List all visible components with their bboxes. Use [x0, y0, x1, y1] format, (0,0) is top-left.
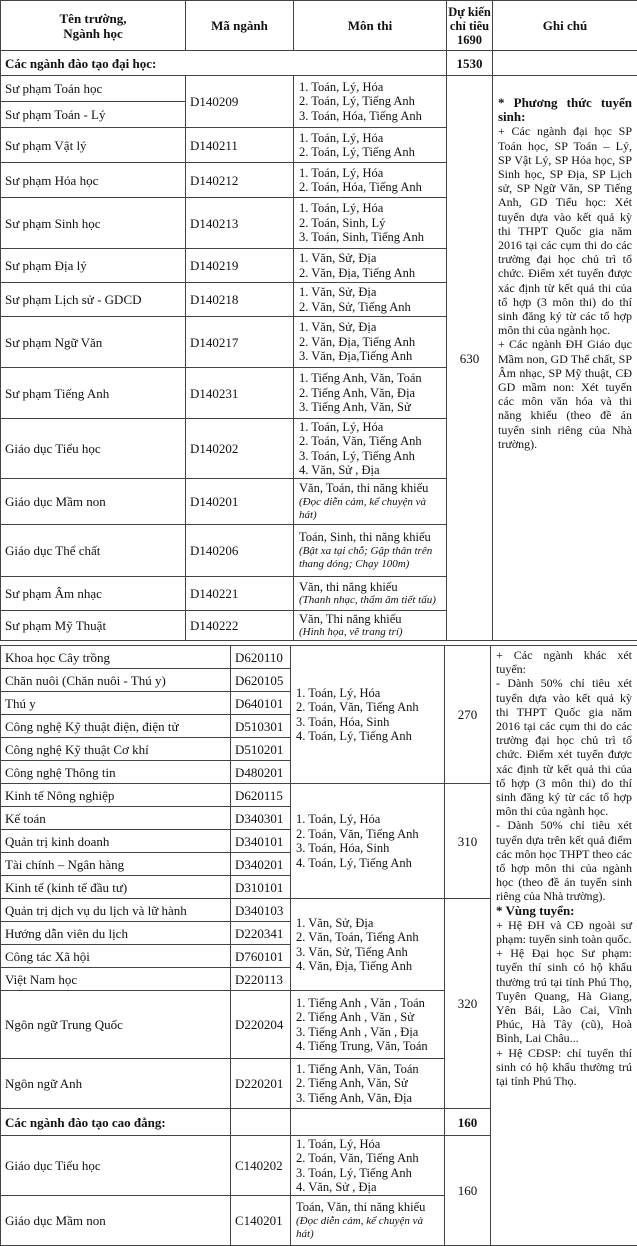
- note-cell: [493, 76, 637, 641]
- subject-combination: 4. Văn, Sử , Địa: [296, 1180, 439, 1195]
- subjects-cell: [294, 577, 447, 611]
- major-code: D340103: [231, 899, 291, 922]
- major-name: Kinh tế (kinh tế đầu tư): [1, 876, 231, 899]
- subject-combination: Toán, Văn, thi năng khiếu: [296, 1200, 439, 1215]
- target-cell: 320: [445, 899, 491, 1109]
- major-code: D510301: [231, 715, 291, 738]
- subject-combination: 3. Tiếng Anh, Văn, Địa: [296, 1091, 439, 1106]
- subject-combination: 4. Tiếng Trung, Văn, Toán: [296, 1039, 439, 1054]
- major-name: Hướng dẫn viên du lịch: [1, 922, 231, 945]
- major-code: D140202: [186, 419, 294, 479]
- subject-combination: 2. Toán, Văn, Tiếng Anh: [299, 434, 441, 449]
- header-target: [447, 1, 493, 51]
- major-code: D140213: [186, 198, 294, 249]
- subject-combination: 2. Văn, Địa, Tiếng Anh: [299, 335, 441, 350]
- major-name: Thú y: [1, 692, 231, 715]
- major-code: D140219: [186, 249, 294, 283]
- major-code: D140217: [186, 317, 294, 368]
- subjects-cell: [291, 991, 445, 1059]
- major-code: D340201: [231, 853, 291, 876]
- note-heading: * Phương thức tuyển sinh:: [498, 96, 632, 124]
- subject-combination: 3. Văn, Địa,Tiếng Anh: [299, 349, 441, 364]
- note-cell: [491, 646, 637, 1246]
- major-name: Sư phạm Lịch sử - GDCD: [1, 283, 186, 317]
- major-name: Sư phạm Tiếng Anh: [1, 368, 186, 419]
- target-cell: 310: [445, 784, 491, 899]
- subject-combination: 2. Tiếng Anh , Văn , Sử: [296, 1010, 439, 1025]
- subject-combination: 1. Văn, Sử, Địa: [299, 251, 441, 266]
- major-code: D220341: [231, 922, 291, 945]
- major-code: D140201: [186, 479, 294, 525]
- subject-combination: 1. Toán, Lý, Hóa: [299, 420, 441, 435]
- major-name: Quản trị dịch vụ du lịch và lữ hành: [1, 899, 231, 922]
- header-subjects: Môn thi: [294, 1, 447, 51]
- subject-combination: 1. Toán, Lý, Hóa: [296, 812, 439, 827]
- subject-combination: 1. Toán, Lý, Hóa: [299, 80, 441, 95]
- subject-combination: 1. Tiếng Anh , Văn , Toán: [296, 996, 439, 1011]
- subjects-cell: [294, 317, 447, 368]
- subject-combination: 1. Văn, Sử, Địa: [296, 916, 439, 931]
- subject-combination: 1. Toán, Lý, Hóa: [299, 131, 441, 146]
- section-label: Các ngành đào tạo cao đẳng:: [1, 1109, 231, 1136]
- major-code: D640101: [231, 692, 291, 715]
- note-paragraph: + Các ngành khác xét tuyển:: [496, 648, 632, 676]
- aptitude-test-detail: (Bật xa tại chỗ; Gập thân trên thang dóng; Chạy 100m): [299, 545, 441, 571]
- header-code: Mã ngành: [186, 1, 294, 51]
- major-name: Khoa học Cây trồng: [1, 646, 231, 669]
- major-name: Quản trị kinh doanh: [1, 830, 231, 853]
- major-code: D140222: [186, 611, 294, 641]
- section-total: 160: [445, 1109, 491, 1136]
- major-code: D140212: [186, 163, 294, 198]
- subject-combination: 1. Tiếng Anh, Văn, Toán: [299, 371, 441, 386]
- subjects-cell: [294, 76, 447, 128]
- major-name: Sư phạm Ngữ Văn: [1, 317, 186, 368]
- table-row: [1, 76, 637, 102]
- subjects-cell: [291, 1059, 445, 1109]
- major-name: Công tác Xã hội: [1, 945, 231, 968]
- note-paragraph: + Các ngành ĐH Giáo dục Mầm non, GD Thể chất, SP Âm nhạc, SP Mỹ thuật, CĐ GD mầm non: Xét tuyển các môn văn hóa và thi năng khiếu (theo đề án tuyển sinh riêng của Nhà trường).: [498, 337, 632, 451]
- subject-combination: Văn, Thi năng khiếu: [299, 612, 441, 627]
- subjects-cell: [294, 249, 447, 283]
- aptitude-test-detail: (Thanh nhạc, thẩm âm tiết tấu): [299, 594, 441, 607]
- major-code: C140202: [231, 1136, 291, 1196]
- major-code: D620115: [231, 784, 291, 807]
- major-code: C140201: [231, 1196, 291, 1246]
- subject-combination: Văn, thi năng khiếu: [299, 580, 441, 595]
- major-name: Sư phạm Hóa học: [1, 163, 186, 198]
- major-name: Sư phạm Địa lý: [1, 249, 186, 283]
- note-paragraph: - Dành 50% chỉ tiêu xét tuyển dựa vào kết quả kỳ thi THPT Quốc gia năm 2016 tại các cụm thi do các trường đại học chủ trì tổ chức. Điểm xét tuyển được xác định từ kết quả thi của tổ hợp (3 môn thi) do thí sinh đăng ký từ các tổ hợp môn thi của ngành học.: [496, 676, 632, 818]
- subjects-cell: [291, 899, 445, 991]
- section-total: 1530: [447, 51, 493, 76]
- subjects-cell: [294, 368, 447, 419]
- subject-combination: 1. Văn, Sử, Địa: [299, 285, 441, 300]
- target-cell: 630: [447, 76, 493, 641]
- subject-combination: 4. Văn, Địa, Tiếng Anh: [296, 959, 439, 974]
- major-name: Giáo dục Tiểu học: [1, 1136, 231, 1196]
- major-code: D620110: [231, 646, 291, 669]
- major-name: Sư phạm Mỹ Thuật: [1, 611, 186, 641]
- note-empty: [493, 51, 637, 76]
- header-name: [1, 1, 186, 51]
- note-heading: * Vùng tuyển:: [496, 904, 632, 918]
- other-table-body: [1, 646, 637, 1246]
- subject-combination: 3. Tiếng Anh , Văn , Địa: [296, 1025, 439, 1040]
- empty-cell: [231, 1109, 291, 1136]
- major-code: D310101: [231, 876, 291, 899]
- section-row: [1, 51, 637, 76]
- major-name: Chăn nuôi (Chăn nuôi - Thú y): [1, 669, 231, 692]
- major-name: Sư phạm Vật lý: [1, 128, 186, 163]
- subject-combination: 4. Toán, Lý, Tiếng Anh: [296, 856, 439, 871]
- aptitude-test-detail: (Đọc diễn cảm, kể chuyện và hát): [296, 1215, 439, 1241]
- major-code: D140209: [186, 76, 294, 128]
- subject-combination: 1. Văn, Sử, Địa: [299, 320, 441, 335]
- subject-combination: 1. Toán, Lý, Hóa: [299, 201, 441, 216]
- subjects-cell: [291, 1196, 445, 1246]
- major-code: D220113: [231, 968, 291, 991]
- subject-combination: 3. Tiếng Anh, Văn, Sử: [299, 400, 441, 415]
- major-name: Giáo dục Mầm non: [1, 479, 186, 525]
- major-code: D760101: [231, 945, 291, 968]
- major-name: Giáo dục Mầm non: [1, 1196, 231, 1246]
- subjects-cell: [294, 163, 447, 198]
- table-row: [1, 646, 637, 669]
- subject-combination: Văn, Toán, thi năng khiếu: [299, 481, 441, 496]
- header-target-line: Dự kiến: [447, 5, 492, 19]
- major-code: D340301: [231, 807, 291, 830]
- major-name: Kế toán: [1, 807, 231, 830]
- note-paragraph: + Các ngành đại học SP Toán học, SP Toán – Lý, SP Vật Lý, SP Hóa học, SP Sinh học, SP Địa, SP Lịch sử, SP Ngữ Văn, SP Tiếng Anh, GD Tiểu học: Xét tuyển dựa vào kết quả kỳ thi THPT Quốc gia năm 2016 tại các cụm thi do các trường đại học chủ trì tổ chức. Điểm xét tuyển được xác định từ kết quả thi của tổ hợp (3 môn thi) do thí sinh đăng ký từ các tổ hợp môn thi của ngành học.: [498, 124, 632, 337]
- major-code: D340101: [231, 830, 291, 853]
- major-code: D140221: [186, 577, 294, 611]
- subject-combination: 2. Toán, Sinh, Lý: [299, 216, 441, 231]
- header-name-line: Tên trường,: [5, 11, 181, 26]
- subject-combination: 2. Tiếng Anh, Văn, Địa: [299, 386, 441, 401]
- subjects-cell: [294, 128, 447, 163]
- major-name: Công nghệ Kỹ thuật điện, điện tử: [1, 715, 231, 738]
- major-code: D480201: [231, 761, 291, 784]
- subject-combination: 2. Toán, Hóa, Tiếng Anh: [299, 180, 441, 195]
- subjects-cell: [294, 611, 447, 641]
- subject-combination: 1. Tiếng Anh, Văn, Toán: [296, 1062, 439, 1077]
- subject-combination: 2. Toán, Lý, Tiếng Anh: [299, 145, 441, 160]
- subjects-cell: [294, 198, 447, 249]
- note-paragraph: + Hệ CĐSP: chỉ tuyển thí sinh có hộ khẩu thường trú tại tỉnh Phú Thọ.: [496, 1046, 632, 1089]
- subject-combination: 1. Toán, Lý, Hóa: [296, 686, 439, 701]
- subject-combination: 2. Toán, Văn, Tiếng Anh: [296, 827, 439, 842]
- subject-combination: 2. Toán, Lý, Tiếng Anh: [299, 94, 441, 109]
- major-code: D140211: [186, 128, 294, 163]
- note-paragraph: - Dành 50% chỉ tiêu xét tuyển dựa trên kết quả điểm các môn học THPT theo các tổ hợp môn thi của ngành học (theo đề án tuyển sinh riêng của Nhà trường).: [496, 818, 632, 903]
- subject-combination: 2. Tiếng Anh, Văn, Sử: [296, 1076, 439, 1091]
- subject-combination: 2. Toán, Văn, Tiếng Anh: [296, 1151, 439, 1166]
- aptitude-test-detail: (Đọc diễn cảm, kể chuyện và hát): [299, 496, 441, 522]
- subject-combination: 2. Văn, Địa, Tiếng Anh: [299, 266, 441, 281]
- major-name: Tài chính – Ngân hàng: [1, 853, 231, 876]
- subjects-cell: [291, 784, 445, 899]
- subject-combination: 3. Văn, Sử, Tiếng Anh: [296, 945, 439, 960]
- subject-combination: 4. Văn, Sử , Địa: [299, 463, 441, 478]
- major-name: Kinh tế Nông nghiệp: [1, 784, 231, 807]
- major-code: D220204: [231, 991, 291, 1059]
- subjects-cell: [291, 1136, 445, 1196]
- subject-combination: 2. Văn, Toán, Tiếng Anh: [296, 930, 439, 945]
- major-code: D510201: [231, 738, 291, 761]
- major-code: D220201: [231, 1059, 291, 1109]
- subject-combination: Toán, Sinh, thi năng khiếu: [299, 530, 441, 545]
- major-name: Ngôn ngữ Trung Quốc: [1, 991, 231, 1059]
- header-target-line: chỉ tiêu: [447, 19, 492, 33]
- major-name: Việt Nam học: [1, 968, 231, 991]
- header-note: Ghi chú: [493, 1, 637, 51]
- subject-combination: 2. Văn, Sử, Tiếng Anh: [299, 300, 441, 315]
- empty-cell: [291, 1109, 445, 1136]
- major-name: Ngôn ngữ Anh: [1, 1059, 231, 1109]
- section-label: Các ngành đào tạo đại học:: [1, 51, 447, 76]
- target-cell: 160: [445, 1136, 491, 1246]
- subject-combination: 3. Toán, Sinh, Tiếng Anh: [299, 230, 441, 245]
- subject-combination: 3. Toán, Lý, Tiếng Anh: [299, 449, 441, 464]
- header-target-total: 1690: [447, 33, 492, 47]
- aptitude-test-detail: (Hình họa, vẽ trang trí): [299, 626, 441, 639]
- subjects-cell: [294, 419, 447, 479]
- subject-combination: 3. Toán, Hóa, Tiếng Anh: [299, 109, 441, 124]
- university-table-body: [1, 51, 637, 641]
- subjects-cell: [291, 646, 445, 784]
- header-name-line: Ngành học: [5, 26, 181, 41]
- subjects-cell: [294, 283, 447, 317]
- major-name: Sư phạm Âm nhạc: [1, 577, 186, 611]
- subject-combination: 1. Toán, Lý, Hóa: [299, 166, 441, 181]
- subject-combination: 3. Toán, Hóa, Sinh: [296, 841, 439, 856]
- subjects-cell: [294, 525, 447, 577]
- major-code: D140206: [186, 525, 294, 577]
- subject-combination: 2. Toán, Văn, Tiếng Anh: [296, 700, 439, 715]
- subject-combination: 4. Toán, Lý, Tiếng Anh: [296, 729, 439, 744]
- note-paragraph: + Hệ ĐH và CĐ ngoài sư phạm: tuyển sinh toàn quốc.: [496, 918, 632, 946]
- subjects-cell: [294, 479, 447, 525]
- major-name: Công nghệ Kỹ thuật Cơ khí: [1, 738, 231, 761]
- target-cell: 270: [445, 646, 491, 784]
- major-name: Công nghệ Thông tin: [1, 761, 231, 784]
- major-name: Giáo dục Thể chất: [1, 525, 186, 577]
- major-name: Sư phạm Toán - Lý: [1, 102, 186, 128]
- subject-combination: 3. Toán, Lý, Tiếng Anh: [296, 1166, 439, 1181]
- major-code: D620105: [231, 669, 291, 692]
- major-name: Giáo dục Tiểu học: [1, 419, 186, 479]
- subject-combination: 3. Toán, Hóa, Sinh: [296, 715, 439, 730]
- major-name: Sư phạm Sinh học: [1, 198, 186, 249]
- major-code: D140218: [186, 283, 294, 317]
- note-paragraph: + Hệ Đại học Sư phạm: tuyển thí sinh có hộ khẩu thường trú tại tỉnh Phú Thọ, Tuyên Quang, Hà Giang, Yên Bái, Lào Cai, Vĩnh Phúc, Hà Tây (cũ), Hoà Bình, Lai Châu...: [496, 946, 632, 1045]
- subject-combination: 1. Toán, Lý, Hóa: [296, 1137, 439, 1152]
- other-admissions-table: [0, 645, 637, 1246]
- major-name: Sư phạm Toán học: [1, 76, 186, 102]
- header-row: [1, 1, 637, 51]
- major-code: D140231: [186, 368, 294, 419]
